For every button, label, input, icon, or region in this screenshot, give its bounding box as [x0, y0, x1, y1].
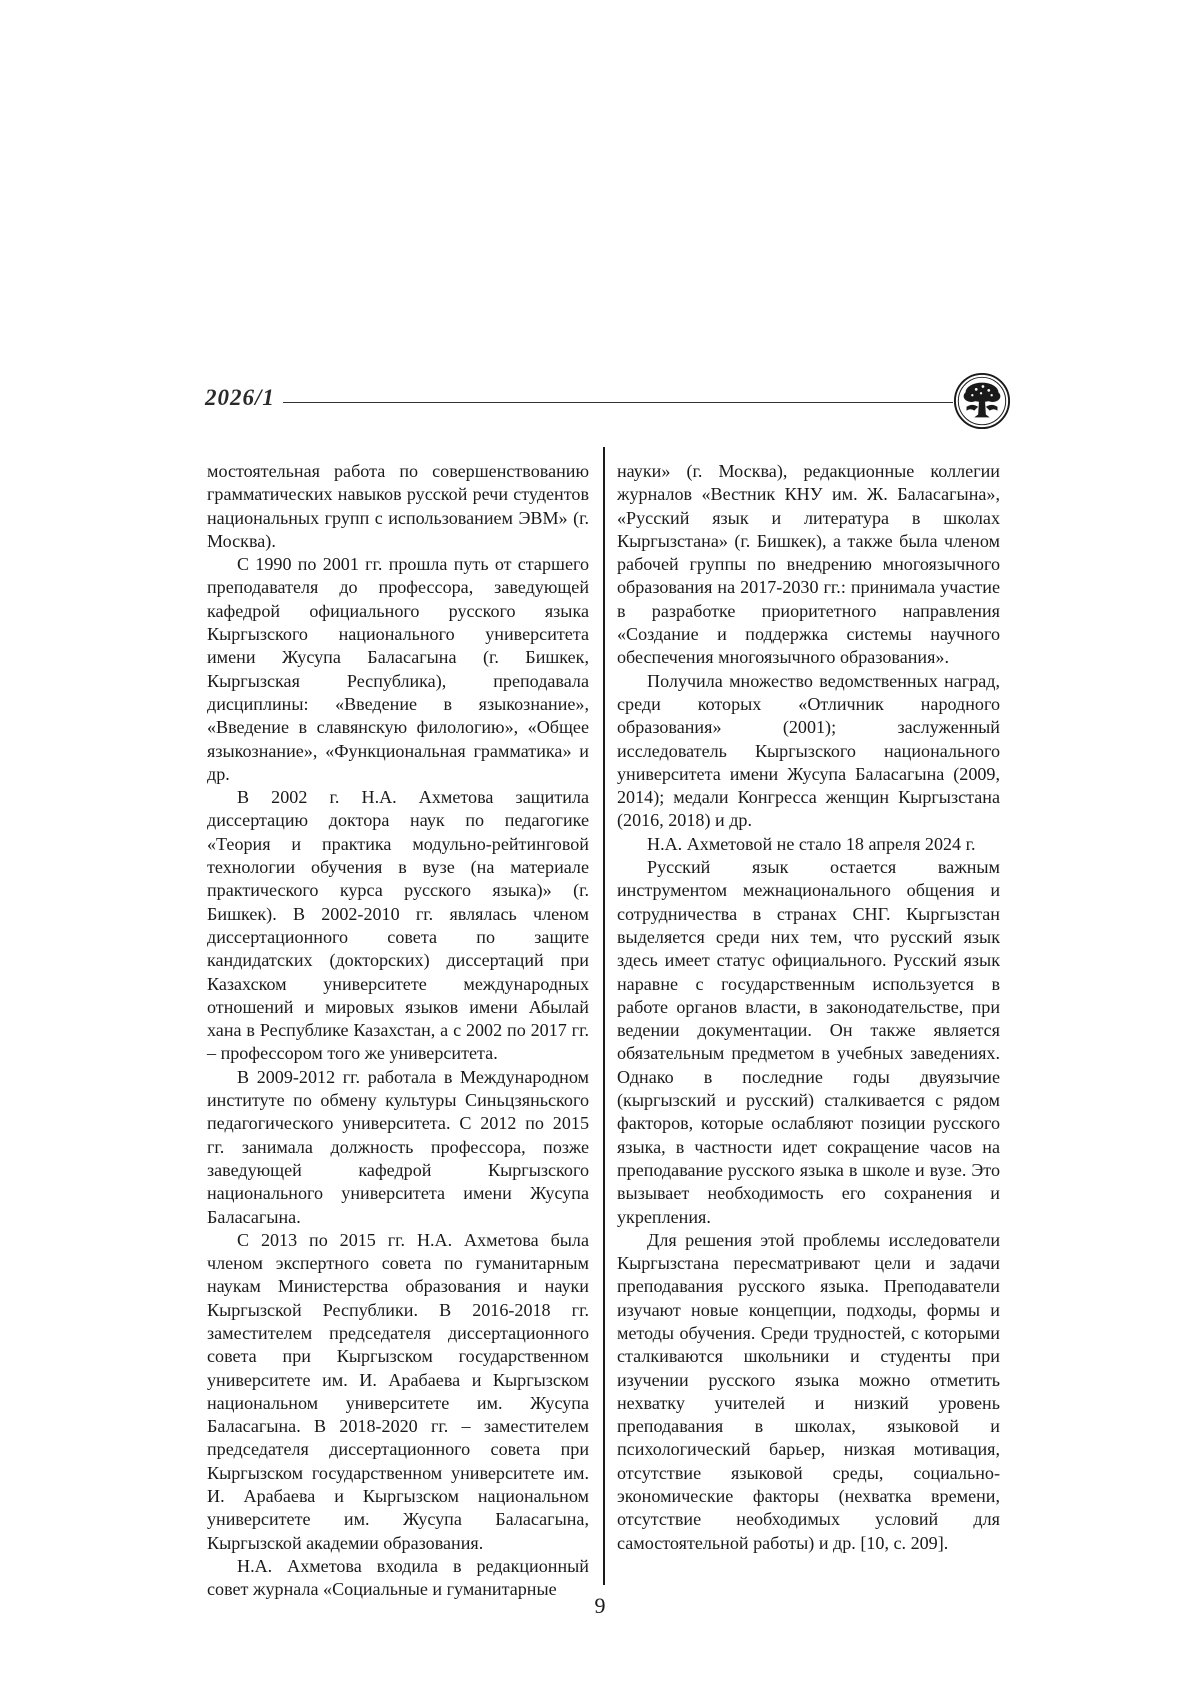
issue-label: 2026/1 [205, 385, 275, 410]
header-rule [283, 402, 953, 403]
right-column [617, 460, 1000, 1555]
paragraph: Русский язык остается важным инструментом межнационального общения и сотрудничества в странах СНГ. Кыргызстан выделяется среди них тем, что русский язык здесь имеет статус официального. Русский язык наравне с государственным используется в работе органов власти, в законодательстве, при ведении документации. Он также является обязательным предметом в учебных заведениях. Однако в последние годы двуязычие (кыргызский и русский) сталкивается с рядом факторов, которые ослабляют позиции русского языка, в частности идет сокращение часов на преподавание русского языка в школе и вузе. Это вызывает необходимость его сохранения и укрепления. [617, 857, 1000, 1227]
column-divider [603, 447, 605, 1585]
running-header [205, 383, 1005, 443]
paragraph: В 2002 г. Н.А. Ахметова защитила диссертацию доктора наук по педагогике «Теория и практика модульно-рейтинговой технологии обучения в вузе (на материале практического курса русского языка)» (г. Бишкек). В 2002-2010 гг. являлась членом диссертационного совета по защите кандидатских (докторских) диссертаций при Казахском университете международных отношений и мировых языков имени Абылай хана в Республике Казахстан, а с 2002 по 2017 гг. – профессором того же университета. [207, 787, 589, 1064]
paragraph: С 1990 по 2001 гг. прошла путь от старшего преподавателя до профессора, заведующей кафедрой официального русского языка Кыргызского национального университета имени Жусупа Баласагына (г. Бишкек, Кыргызская Республика), преподавала дисциплины: «Введение в языкознание», «Введение в славянскую филологию», «Общее языкознание», «Функциональная грамматика» и др. [207, 554, 589, 784]
paragraph: В 2009-2012 гг. работала в Международном институте по обмену культуры Синьцзяньского педагогического университета. С 2012 по 2015 гг. занимала должность профессора, позже заведующей кафедрой Кыргызского национального университета имени Жусупа Баласагына. [207, 1066, 589, 1227]
left-column [207, 460, 589, 1602]
paragraph: С 2013 по 2015 гг. Н.А. Ахметова была членом экспертного совета по гуманитарным наукам Министерства образования и науки Кыргызской Республики. В 2016-2018 гг. заместителем председателя диссертационного совета при Кыргызском государственном университете им. И. Арабаева и Кыргызском национальном университете им. Жусупа Баласагына. В 2018-2020 гг. – заместителем председателя диссертационного совета при Кыргызском государственном университете им. И. Арабаева и Кыргызском национальном университете им. Жусупа Баласагына, Кыргызской академии образования. [207, 1229, 589, 1553]
paragraph: Для решения этой проблемы исследователи Кыргызстана пересматривают цели и задачи преподавания русского языка. Преподаватели изучают новые концепции, подходы, формы и методы обучения. Среди трудностей, с которыми сталкиваются школьники и студенты при изучении русского языка можно отметить нехватку учителей и низкий уровень преподавания в школах, языковой и психологический барьер, низкая мотивация, отсутствие языковой среды, социально-экономические факторы (нехватка времени, отсутствие необходимых условий для самостоятельной работы) и др. [10, с. 209]. [617, 1229, 1000, 1553]
paragraph: мостоятельная работа по совершенствованию грамматических навыков русской речи студентов национальных групп с использованием ЭВМ» (г. Москва). [207, 461, 589, 551]
paragraph: науки» (г. Москва), редакционные коллегии журналов «Вестник КНУ им. Ж. Баласагына», «Русский язык и литература в школах Кыргызстана» (г. Бишкек), а также была членом рабочей группы по внедрению многоязычного образования на 2017-2030 гг.: принимала участие в разработке приоритетного направления «Создание и поддержка системы научного обеспечения многоязычного образования». [617, 461, 1000, 668]
paragraph: Н.А. Ахметова входила в редакционный совет журнала «Социальные и гуманитарные [207, 1555, 589, 1600]
tree-emblem-icon [953, 372, 1011, 430]
page-number: 9 [594, 1593, 606, 1618]
paragraph: Н.А. Ахметовой не стало 18 апреля 2024 г. [647, 833, 976, 854]
paragraph: Получила множество ведомственных наград, среди которых «Отличник народного образования» (2001); заслуженный исследователь Кыргызского национального университета имени Жусупа Баласагына (2009, 2014); медали Конгресса женщин Кыргызстана (2016, 2018) и др. [617, 670, 1000, 831]
